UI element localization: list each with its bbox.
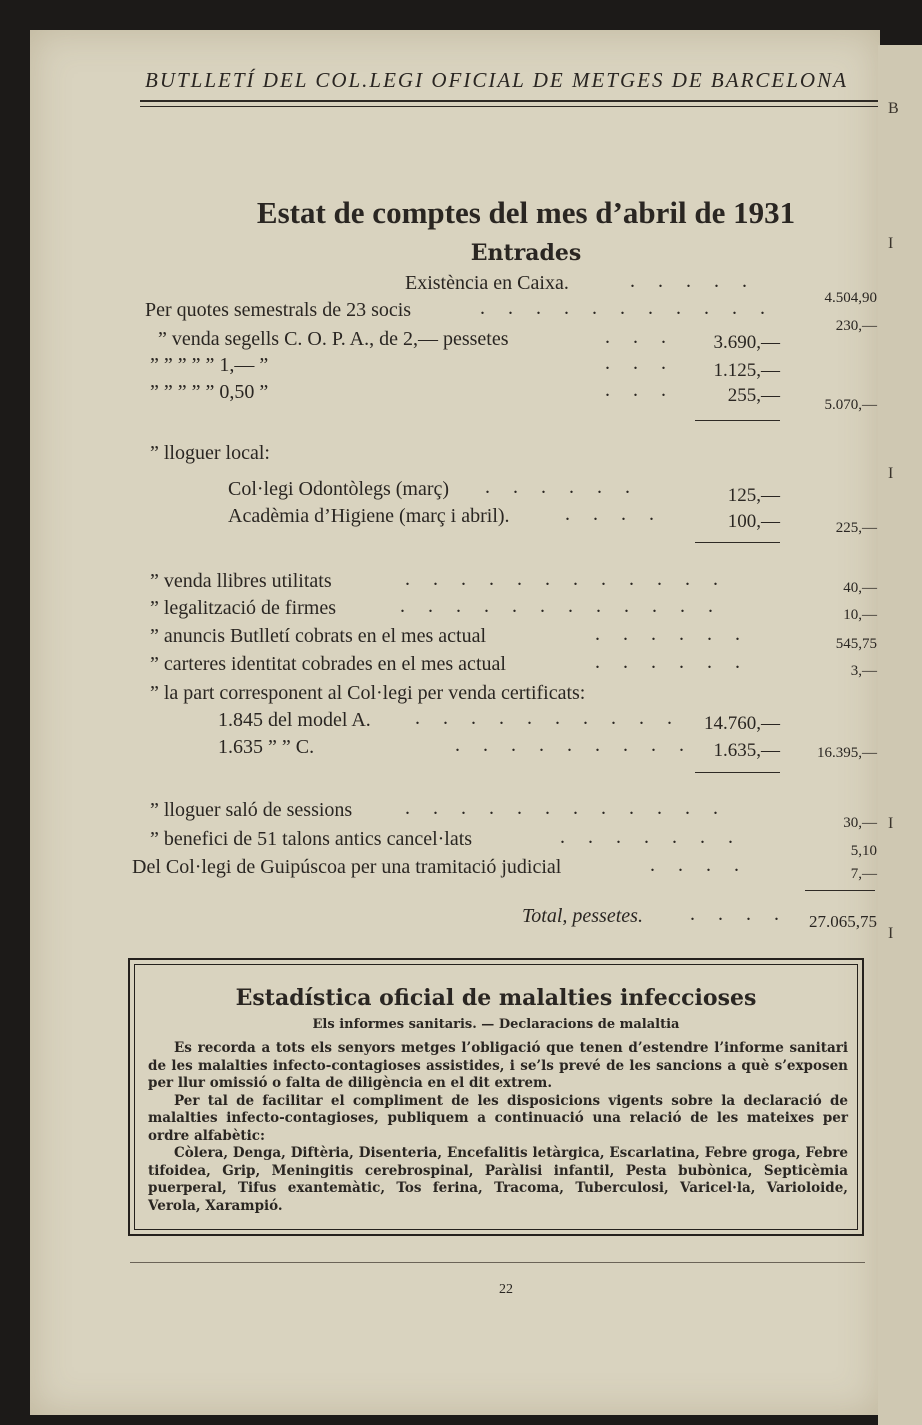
row-total: 3,— <box>850 663 877 679</box>
section-heading: Entrades <box>470 240 582 266</box>
strip-letter: I <box>888 925 894 942</box>
row-label: ” legalització de firmes <box>150 597 337 619</box>
strip-letter: B <box>888 100 899 117</box>
leader-dots: . . . . . . <box>595 623 749 645</box>
row-total: 10,— <box>843 607 877 623</box>
leader-dots: . . . . <box>565 503 663 525</box>
row-total: 5.070,— <box>824 397 877 413</box>
row-amount: 255,— <box>727 385 780 406</box>
row-label: Acadèmia d’Higiene (març i abril). <box>228 505 510 527</box>
leader-dots: . . . <box>605 326 675 348</box>
row-amount: 1.635,— <box>713 740 780 761</box>
leader-dots: . . . <box>605 352 675 374</box>
row-label: ” venda llibres utilitats <box>150 570 332 592</box>
row-total: 30,— <box>843 815 877 831</box>
leader-dots: . . . . . . . . . . . . <box>405 797 727 819</box>
row-total: 40,— <box>843 580 877 596</box>
row-label: ” carteres identitat cobrades en el mes actual <box>150 653 506 675</box>
row-label: ” benefici de 51 talons antics cancel·lats <box>150 828 473 850</box>
row-total: 16.395,— <box>817 745 877 761</box>
row-total: 230,— <box>835 318 877 334</box>
row-label: Existència en Caixa. <box>405 272 569 294</box>
row-amount: 14.760,— <box>704 713 780 734</box>
leader-dots: . . . . . . . . . . . . <box>405 568 727 590</box>
row-label: ” ” ” ” ” 0,50 ” <box>150 381 269 403</box>
leader-dots: . . . . . <box>630 270 756 292</box>
notice-subtitle: Els informes sanitaris. — Declaracions de malaltia <box>312 1017 680 1032</box>
row-label: ” ” ” ” ” 1,— ” <box>150 354 269 376</box>
strip-letter: I <box>888 235 894 252</box>
notice-paragraph: Còlera, Denga, Diftèria, Disenteria, Encefalitis letàrgica, Escarlatina, Febre groga, Febre tifoidea, Grip, Meningitis cerebrospinal, Paràlisi infantil, Pesta bubònica, Septicèmia puerperal, Tifus exantemàtic, Tos ferina, Tracoma, Tuberculosi, Varicel·la, Varioloide, Verola, Xarampió. <box>148 1145 848 1214</box>
running-header: BUTLLETÍ DEL COL.LEGI OFICIAL DE METGES DE BARCELONA <box>145 68 848 92</box>
grand-total: 27.065,75 <box>809 912 877 931</box>
row-total: 4.504,90 <box>824 290 877 306</box>
row-label: ” lloguer saló de sessions <box>150 799 353 821</box>
leader-dots: . . . . . . . . . . <box>415 707 681 729</box>
row-label: Col·legi Odontòlegs (març) <box>228 478 450 500</box>
strip-letter: I <box>888 465 894 482</box>
leader-dots: . . . . . . <box>485 476 639 498</box>
row-total: 7,— <box>850 866 877 882</box>
row-amount: 125,— <box>727 485 780 506</box>
header-rule <box>140 100 878 102</box>
row-total: 225,— <box>835 520 877 536</box>
leader-dots: . . . . <box>650 854 748 876</box>
notice-title: Estadística oficial de malalties infeccioses <box>235 985 757 1011</box>
row-amount: 100,— <box>727 511 780 532</box>
leader-dots: . . . . . . . <box>560 826 742 848</box>
leader-dots: . . . <box>605 379 675 401</box>
notice-box <box>128 958 864 1236</box>
notice-paragraph: Es recorda a tots els senyors metges l’obligació que tenen d’estendre l’informe sanitari de les malalties infecto-contagioses assistides, i se’ls prevé de les sancions a què s’exposen per llur omissió o falta de diligència en el dit extrem. <box>148 1040 848 1091</box>
leader-dots: . . . . <box>690 903 788 925</box>
row-label: 1.845 del model A. <box>218 709 371 731</box>
notice-body <box>148 1040 848 1215</box>
subtotal-rule <box>695 420 780 421</box>
leader-dots: . . . . . . . . . . . <box>480 297 774 319</box>
total-label: Total, pessetes. <box>522 905 643 927</box>
page-title: Estat de comptes del mes d’abril de 1931 <box>256 195 796 230</box>
row-label: ” lloguer local: <box>150 442 270 464</box>
subtotal-rule <box>695 772 780 773</box>
footer-rule <box>130 1262 865 1263</box>
notice-paragraph: Per tal de facilitar el compliment de les disposicions vigents sobre la declaració de malalties infecto-contagioses, publiquem a continuació una relació de les mateixes per ordre alfabètic: <box>148 1092 848 1144</box>
row-label: 1.635 ” ” C. <box>218 736 315 758</box>
strip-letter: I <box>888 815 894 832</box>
row-label: ” anuncis Butlletí cobrats en el mes actual <box>150 625 486 647</box>
header-rule <box>140 106 878 107</box>
row-amount: 3.690,— <box>713 332 780 353</box>
subtotal-rule <box>695 542 780 543</box>
leader-dots: . . . . . . . . . . . . <box>400 595 722 617</box>
row-total: 5,10 <box>850 843 877 859</box>
leader-dots: . . . . . . . . . <box>455 734 693 756</box>
row-total: 545,75 <box>835 636 877 652</box>
row-label: ” la part corresponent al Col·legi per venda certificats: <box>150 682 586 704</box>
row-label: ” venda segells C. O. P. A., de 2,— pessetes <box>158 328 509 350</box>
row-amount: 1.125,— <box>713 360 780 381</box>
row-label: Del Col·legi de Guipúscoa per una tramitació judicial <box>132 856 562 878</box>
page-number: 22 <box>499 1282 513 1297</box>
row-label: Per quotes semestrals de 23 socis <box>145 299 412 321</box>
total-rule <box>805 890 875 891</box>
leader-dots: . . . . . . <box>595 651 749 673</box>
